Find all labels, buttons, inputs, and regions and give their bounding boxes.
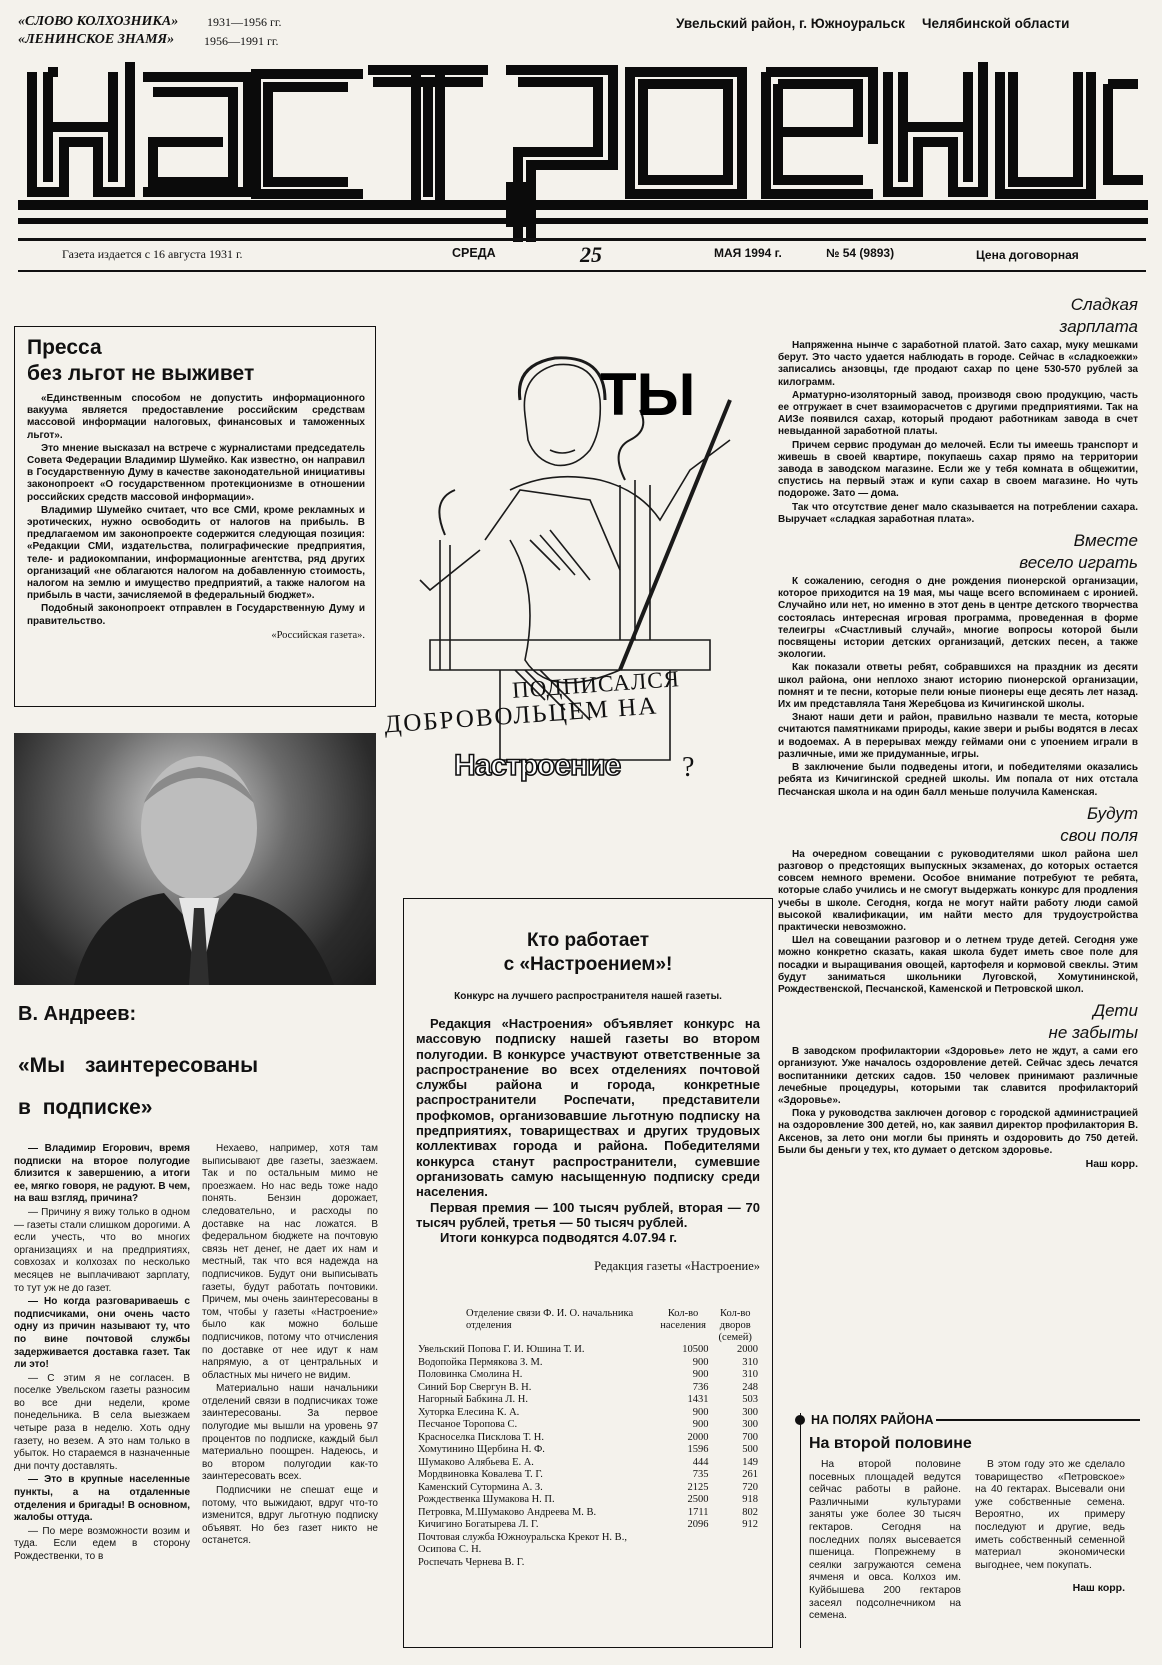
table-cell-name: Половинка Смолина Н. bbox=[418, 1369, 523, 1381]
table-row bbox=[416, 1369, 760, 1382]
table-cell-yards: 149 bbox=[742, 1456, 758, 1468]
table-cell-name: Рождественка Шумакова Н. П. bbox=[418, 1494, 555, 1506]
play-title-1: Вместе bbox=[1073, 531, 1138, 551]
interview-question: — Владимир Егорович, время подписки на второе полугодие близится к завершению, а итоги ее, мягко говоря, не радуют. В чем, на ваш взгляд, причина? bbox=[14, 1143, 190, 1205]
table-row bbox=[416, 1394, 760, 1407]
table-cell-yards: 720 bbox=[742, 1481, 758, 1493]
table-header-row bbox=[416, 1308, 760, 1344]
press-para: Подобный законопроект отправлен в Государственную Думу и правительство. bbox=[27, 603, 365, 627]
table-cell-yards: 248 bbox=[742, 1381, 758, 1393]
table-cell-pop: 2125 bbox=[687, 1481, 709, 1493]
press-title-2: без льгот не выживет bbox=[27, 362, 255, 385]
subscription-poster bbox=[383, 340, 770, 840]
table-cell-name: Хуторка Елесина К. А. bbox=[418, 1406, 520, 1418]
former-years-1: 1931—1956 гг. bbox=[207, 15, 282, 29]
table-cell-name: Песчаное Торопова С. bbox=[418, 1419, 518, 1431]
fields-para: На очередном совещании с руководителями школ района шел разговор о предстоящих выпускных экзаменах, до которых остается совсем немного времени. Особое внимание потребуют те ребята, которые слабо учились и не смогут выдержать конкурс для продления учебы в школе. Сегодня, когда не могут найти работу люди самой высокой квалификации, им найти место для трудоустройства практически невозможно. bbox=[778, 848, 1138, 933]
poster-headline: ТЫ bbox=[600, 361, 696, 428]
table-cell-name: Красноселка Писклова Т. Н. bbox=[418, 1431, 544, 1443]
former-name-1: «СЛОВО КОЛХОЗНИКА» bbox=[18, 14, 179, 29]
table-cell-yards: 2000 bbox=[737, 1344, 758, 1356]
table-row bbox=[416, 1407, 760, 1420]
month-year: МАЯ 1994 г. bbox=[714, 246, 782, 260]
interview-col-2 bbox=[202, 1143, 378, 1549]
masthead-logo bbox=[18, 62, 1148, 242]
table-cell-pop: 2500 bbox=[687, 1494, 709, 1506]
press-para: Это мнение высказал на встрече с журналистами председатель Совета Федерации Владимир Шумейко. Как известно, он направил в Государственную Думу в качестве законодательной инициативы законопроект «О государственном протекционизме в отношении российских средств массовой информации». bbox=[27, 442, 365, 503]
play-para: В заключение были подведены итоги, и победителями оказались ребята из Кичигинской средней школы. Им попала от них отстала Песчанская школа и на один балл меньше получила Каменская. bbox=[778, 762, 1138, 798]
table-cell-yards: 310 bbox=[742, 1369, 758, 1381]
table-cell-name: Шумаково Алябьева Е. А. bbox=[418, 1456, 534, 1468]
contest-title-1: Кто работает bbox=[526, 930, 650, 951]
table-cell-yards bbox=[710, 1557, 760, 1570]
rubric-rule bbox=[936, 1419, 1140, 1421]
interview-answer: — С этим я не согласен. В поселке Увельском газеты разносим во все дни недели, кроме понедельника. В села выезжаем четыре раза в неделю. Хоть одну газету, но везем. А это нам только в убыток. Но стараемся в назначенные дни почту доставлять. bbox=[14, 1372, 190, 1472]
table-header: Кол-во дворов (семей) bbox=[718, 1308, 752, 1344]
table-cell-yards: 300 bbox=[742, 1419, 758, 1431]
play-para: К сожалению, сегодня о дне рождения пионерской организации, которое приходится на 19 мая, мы чаще всего вспоминаем с иронией. Случайно или нет, но именно в этот день в центре детского творчества состоялась интересная игровая программа, проведенная в форме телеигры «Счастливый случай», многие вопросы которой были посвящены истории детских организаций, детских песен, а также экологии. bbox=[778, 576, 1138, 661]
table-cell-name: Роспечать Чернева В. Г. bbox=[418, 1556, 525, 1568]
price: Цена договорная bbox=[976, 248, 1079, 262]
interview-answer: Подписчики не спешат еще и потому, что выжидают, вдруг что-то изменится, вдруг льготную подписку объявят. Но без газет никто не останется. bbox=[202, 1485, 378, 1547]
former-name-2: «ЛЕНИНСКОЕ ЗНАМЯ» bbox=[18, 32, 175, 47]
table-cell-yards: 261 bbox=[742, 1469, 758, 1481]
masthead-logo-graphic bbox=[18, 62, 1148, 242]
table-cell-name: Каменский Сутормина А. З. bbox=[418, 1481, 543, 1493]
table-cell-yards: 503 bbox=[742, 1394, 758, 1406]
table-row bbox=[416, 1519, 760, 1532]
table-cell-pop: 900 bbox=[692, 1419, 709, 1431]
interview-title-2: в подписке» bbox=[18, 1096, 153, 1119]
poster-qmark: ? bbox=[682, 752, 695, 783]
press-article bbox=[14, 326, 376, 707]
former-years-2: 1956—1991 гг. bbox=[204, 34, 279, 48]
press-para: Владимир Шумейко считает, что все СМИ, кроме рекламных и эротических, нужно освободить от налогов на прибыль. В предлагаемом им законопроекте содержится следующая позиция: «Редакции СМИ, издательства, полиграфические предприятия, теле- и радиокомпании, информационные агентства, ряд других организаций «не облагаются налогом на добавленную стоимость, налогом на землю и имущество предприятий, а также налогом на прибыль в части, зачисляемой в федеральный бюджет». bbox=[27, 504, 365, 602]
sweet-para: Арматурно-изоляторный завод, производя свою продукцию, часть ее отгружает в счет взаиморасчетов с другими предприятиями. Так на АИЗе появился сахар, который продают работникам завода в счет невыданной заработной платы. bbox=[778, 389, 1138, 438]
table-cell-yards bbox=[710, 1532, 760, 1557]
contest-prizes: Первая премия — 100 тысяч рублей, вторая — 70 тысяч рублей, третья — 50 тысяч рублей. bbox=[416, 1199, 760, 1230]
table-row bbox=[416, 1507, 760, 1520]
table-cell-name: Синий Бор Свергун В. Н. bbox=[418, 1381, 532, 1393]
table-cell-name: Хомутинино Щербина Н. Ф. bbox=[418, 1444, 545, 1456]
children-body bbox=[778, 1046, 1138, 1157]
table-cell-pop: 1596 bbox=[687, 1444, 709, 1456]
interview-answer: — По мере возможности возим и туда. Если едем в сторону Рождественки, то в bbox=[14, 1525, 190, 1562]
interview-answer: Материально наши начальники отделений связи в подписчиках тоже заинтересованы. За первое полугодие мы вышли на уровень 97 процентов по подписке, каждый был материально поощрен. Надеюсь, и во втором полугодии как-то заинтересовать всех. bbox=[202, 1383, 378, 1483]
table-cell-pop: 900 bbox=[692, 1406, 709, 1418]
table-row bbox=[416, 1457, 760, 1470]
right-column bbox=[778, 294, 1138, 1170]
press-body bbox=[27, 393, 365, 628]
play-para: Как показали ответы ребят, собравшихся на праздник из десяти школ района, они неплохо знают историю пионерской организации, помнят и те песни, которые пели юные пионеры еще десять лет назад. Их им представляла Таня Жеребцова из Кичигинской школы. bbox=[778, 662, 1138, 711]
table-cell-yards: 310 bbox=[742, 1356, 758, 1368]
fields-title-1: Будут bbox=[1086, 803, 1138, 823]
fields-title-2: свои поля bbox=[1060, 825, 1138, 845]
table-cell-name: Петровка, М.Шумаково Андреева М. В. bbox=[418, 1506, 597, 1518]
fields-section bbox=[800, 1413, 1140, 1648]
play-para: Знают наши дети и район, правильно назвали те места, которые считаются памятниками природы, какие звери и рыбы водятся в лесах и водоемах. А в перерывах между геймами они с упоением играли в различные, ими же придуманные, игры. bbox=[778, 712, 1138, 760]
children-title-2: не забыты bbox=[1048, 1023, 1138, 1043]
issue-number: № 54 (9893) bbox=[826, 246, 895, 260]
poster-line-2: ДОБРОВОЛЬЦЕМ НА bbox=[383, 692, 660, 739]
table-row bbox=[416, 1494, 760, 1507]
children-signature: Наш корр. bbox=[1085, 1157, 1138, 1170]
play-body bbox=[778, 576, 1138, 799]
table-row bbox=[416, 1482, 760, 1495]
table-row bbox=[416, 1419, 760, 1432]
table-cell-yards: 300 bbox=[742, 1406, 758, 1418]
day-number: 25 bbox=[580, 242, 602, 267]
sweet-para: Так что отсутствие денег мало сказывается на потреблении сахара. Выручает «сладкая заработная плата». bbox=[778, 501, 1138, 525]
table-cell-yards: 500 bbox=[742, 1444, 758, 1456]
press-para: «Единственным способом не допустить информационного вакуума является предоставление российским средствам массовой информации налоговых, финансовых и таможенных льгот». bbox=[27, 393, 365, 441]
contest-results: Итоги конкурса подводятся 4.07.94 г. bbox=[440, 1230, 677, 1246]
table-header: Отделение связи Ф. И. О. начальника отделения bbox=[466, 1308, 634, 1332]
table-header: Кол-во населения bbox=[660, 1308, 706, 1332]
interview-question: — Это в крупные населенные пункты, а на отдаленные отделения и бригады! В основном, жалобы оттуда. bbox=[14, 1474, 190, 1524]
fields-section-col-1: На второй половине посевных площадей ведутся сейчас работы в районе. Различными культурами заняты уже более 30 тысяч гектаров. Сегодня на последних полях высевается пшеница. Попрежнему в сеялки загружаются семена ячменя и овса. Колхоз им. Куйбышева 200 гектаров засеял подсолнечником на семена. bbox=[809, 1459, 961, 1622]
table-cell-yards: 918 bbox=[742, 1494, 758, 1506]
table-cell-pop: 2096 bbox=[687, 1519, 709, 1531]
table-cell-name: Увельский Попова Г. И. Юшина Т. И. bbox=[418, 1344, 585, 1356]
fields-rubric: НА ПОЛЯХ РАЙОНА bbox=[811, 1413, 934, 1427]
fields-para: Шел на совещании разговор и о летнем труде детей. Сегодня уже можно конкретно сказать, какая школа будет иметь свое поле для посадки и выращивания овощей, картофеля и кормовой свеклы. Этим будут заниматься школьники Луговской, Хомутининской, Рождественской, Песчанской, Каменской и Петровской школ. bbox=[778, 935, 1138, 995]
issue-line-rule-bottom bbox=[18, 270, 1146, 272]
play-title-2: весело играть bbox=[1019, 553, 1138, 573]
press-title-1: Пресса bbox=[27, 336, 102, 359]
table-row bbox=[416, 1557, 760, 1570]
interview-answer: — Причину я вижу только в одном — газеты стали слишком дорогими. А если учесть, что во многих организациях и на предприятиях, совхозах и колхозах по несколько месяцев не выплачивают зарплату, то тут уж не до газет. bbox=[14, 1206, 190, 1294]
fields-body bbox=[778, 849, 1138, 996]
table-row bbox=[416, 1382, 760, 1395]
children-para: В заводском профилактории «Здоровье» лето не ждут, а сами его организуют. Уже началось оздоровление детей. Сейчас здесь лечатся воспитанники детских садов. 150 человек принимают различные лечебные процедуры, которыми так славится профилакторий «Здоровье». bbox=[778, 1046, 1138, 1106]
table-row bbox=[416, 1357, 760, 1370]
table-cell-yards: 700 bbox=[742, 1431, 758, 1443]
poster-line-3: Настроение bbox=[454, 749, 621, 782]
children-title-1: Дети bbox=[1093, 1001, 1138, 1021]
fields-section-signature: Наш корр. bbox=[1072, 1582, 1125, 1595]
table-cell-name: Водопойка Пермякова З. М. bbox=[418, 1356, 543, 1368]
table-cell-pop: 1711 bbox=[687, 1506, 709, 1518]
contest-subtitle: Конкурс на лучшего распространителя нашей газеты. bbox=[454, 991, 722, 1002]
contest-signature: Редакция газеты «Настроение» bbox=[594, 1259, 760, 1274]
table-body bbox=[416, 1344, 760, 1569]
weekday: СРЕДА bbox=[452, 246, 496, 260]
table-row bbox=[416, 1532, 760, 1557]
table-cell-pop: 900 bbox=[692, 1369, 709, 1381]
interview-title-1: «Мы заинтересованы bbox=[18, 1054, 259, 1077]
table-cell-pop: 900 bbox=[692, 1356, 709, 1368]
table-cell-pop: 10500 bbox=[682, 1344, 709, 1356]
sweet-body bbox=[778, 340, 1138, 526]
contest-body: Редакция «Настроения» объявляет конкурс на массовую подписку нашей газеты во втором полугодии. В конкурсе участвуют ответственные за распространение во всех отделениях почтовой службы района и города, конкретные распространители Роспечати, представители профкомов, организовавшие льготную подписку на предприятиях, товариществах и других трудовых коллективах города и района. Победителями конкурса станут распространители, сумевшие организовать самую насыщенную подписку среди населения. bbox=[416, 1016, 760, 1200]
table-row bbox=[416, 1469, 760, 1482]
oblast-label: Челябинской области bbox=[922, 16, 1070, 31]
portrait-figure bbox=[14, 733, 376, 985]
fields-section-title: На второй половине bbox=[809, 1435, 972, 1452]
issue-line-rule-top bbox=[18, 238, 1146, 241]
interview-col-1 bbox=[14, 1143, 190, 1565]
children-para: Пока у руководства заключен договор с городской администрацией на оздоровление 300 детей, но, как заявил директор профилактория В. Аксенов, за лето они могли бы принять и оздоровить до 750 детей. Были бы деньги у тех, кто думает о детском здоровье. bbox=[778, 1108, 1138, 1156]
table-cell-pop bbox=[656, 1557, 711, 1570]
table-cell-name: Кичигино Богатырева Л. Г. bbox=[418, 1519, 539, 1531]
fields-section-col-2-wrap bbox=[975, 1459, 1125, 1623]
poster-line-1: ПОДПИСАЛСЯ bbox=[511, 666, 681, 703]
table-row bbox=[416, 1444, 760, 1457]
interview-answer: Нехаево, например, хотя там выписывают две газеты, заезжаем. Так и по остальным мимо не проезжаем. Но нас ведь тоже надо понять. Бензин дорожает, следовательно, и расходы по доставке на нас ложатся. В федеральном бюджете на почтовую связь нет денег, не дает их нам и местный, так что вся надежда на подписчиков. Будут они выписывать газеты, будут работать почтовики. Причем, мы очень заинтересованы в том, чтобы у газеты «Настроение» было как можно больше подписчиков, потому что отчисления по доставке от нее идут к нам напрямую, а от центральных и областных мы ничего не видим. bbox=[202, 1143, 378, 1381]
table-cell-pop bbox=[656, 1532, 711, 1557]
fields-rubric-row bbox=[801, 1413, 1140, 1427]
sweet-para: Напряженна нынче с заработной платой. Зато сахар, муку мешками берут. Это часто удается наблюдать в городе. Сейчас в «сладкоежки» записались анзовцы, где продают сахар по цене 530-570 рублей за килограмм. bbox=[778, 340, 1138, 388]
table-cell-name: Нагорный Бабкина Л. Н. bbox=[418, 1394, 528, 1406]
table-cell-yards: 912 bbox=[742, 1519, 758, 1531]
interview-author: В. Андреев: bbox=[18, 1003, 137, 1025]
table-cell-pop: 1431 bbox=[687, 1394, 709, 1406]
press-source: «Российская газета». bbox=[271, 629, 365, 641]
sweet-title-2: зарплата bbox=[1059, 317, 1138, 336]
rubric-bullet-icon bbox=[795, 1415, 805, 1425]
fields-section-columns bbox=[801, 1459, 1140, 1623]
table-row bbox=[416, 1432, 760, 1445]
subscription-table bbox=[416, 1308, 760, 1569]
table-cell-pop: 736 bbox=[692, 1381, 709, 1393]
table-row bbox=[416, 1344, 760, 1357]
sweet-para: Причем сервис продуман до мелочей. Если ты имеешь транспорт и живешь в своей квартире, покупаешь сахар прямо на территории завода в заводском магазине. Если же у тебя комната в общежитии, спустись на первый этаж и купи сахар в своем магазине. Но чуть подороже. Зато — дома. bbox=[778, 439, 1138, 500]
contest-box bbox=[403, 898, 773, 1648]
interview-question: — Но когда разговариваешь с подписчиками, они очень часто одну из причин называют ту, что по вине почтовой службы задерживается доставка газет. Так ли это! bbox=[14, 1296, 190, 1371]
contest-title-2: с «Настроением»! bbox=[503, 954, 673, 975]
fields-section-col-2: В этом году это же сделало товарищество «Петровское» на 40 гектарах. Высевали они уже собственные семена. Вероятно, их примеру последуют и другие, ведь иметь собственный семенной материал экономически выгоднее, чем покупать. bbox=[975, 1459, 1125, 1571]
table-cell-pop: 2000 bbox=[687, 1431, 709, 1443]
region-label: Увельский район, г. Южноуральск bbox=[676, 16, 905, 31]
portrait-photo bbox=[14, 733, 376, 985]
table-cell-pop: 735 bbox=[692, 1469, 709, 1481]
table-cell-name: Мордвиновка Ковалева Т. Г. bbox=[418, 1469, 543, 1481]
table-cell-name: Почтовая служба Южноуральска Крекот Н. В., Осипова С. Н. bbox=[418, 1531, 627, 1556]
table-cell-yards: 802 bbox=[742, 1506, 758, 1518]
sweet-title-1: Сладкая bbox=[1070, 295, 1138, 314]
table-cell-pop: 444 bbox=[692, 1456, 709, 1468]
issued-since: Газета издается с 16 августа 1931 г. bbox=[62, 247, 243, 261]
